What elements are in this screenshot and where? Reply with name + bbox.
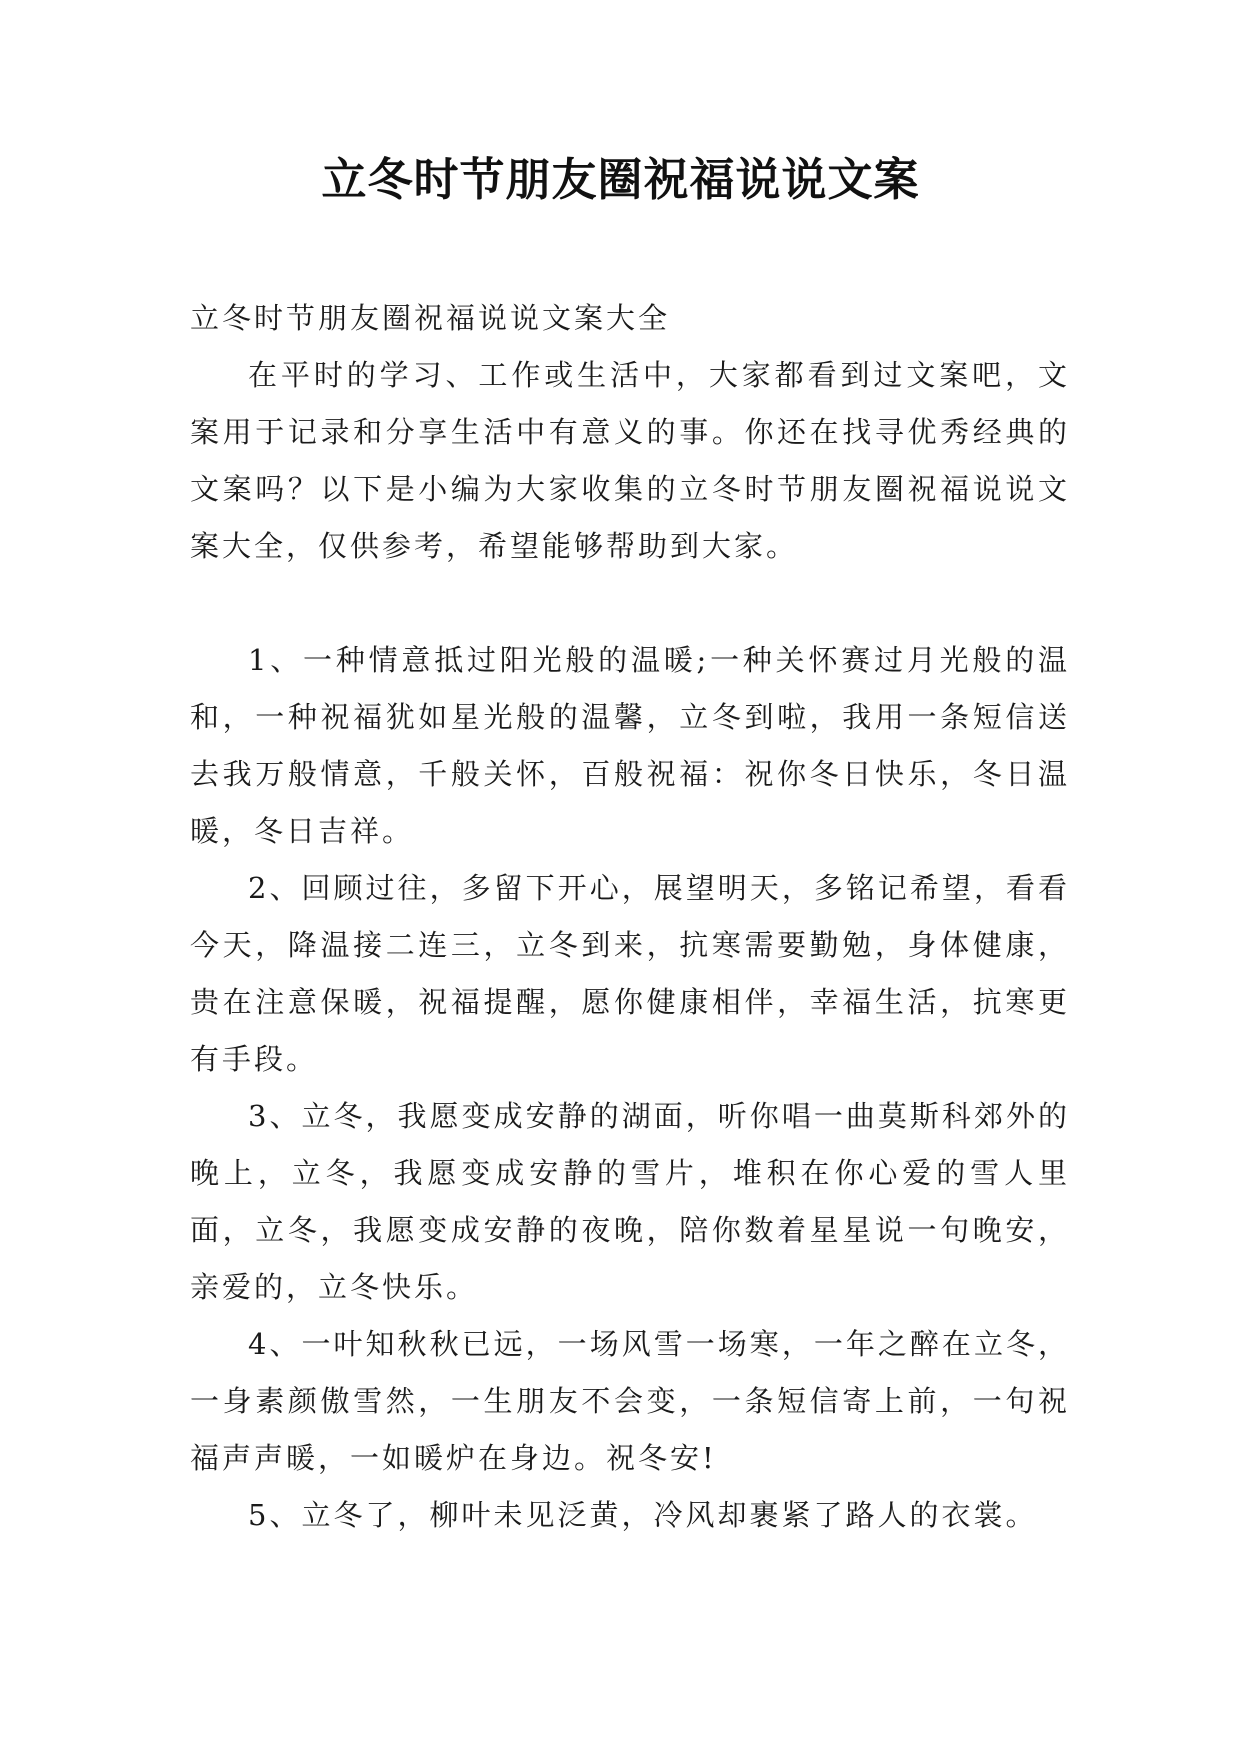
list-item: 3、立冬，我愿变成安静的湖面，听你唱一曲莫斯科郊外的晚上，立冬，我愿变成安静的雪片，堆积在你心爱的雪人里面，立冬，我愿变成安静的夜晚，陪你数着星星说一句晚安，亲爱的，立冬快乐。 [190,1099,1070,1304]
document-subtitle: 立冬时节朋友圈祝福说说文案大全 [190,301,671,335]
document-body [190,290,1070,1544]
list-item: 2、回顾过往，多留下开心，展望明天，多铭记希望，看看今天，降温接二连三，立冬到来，抗寒需要勤勉，身体健康，贵在注意保暖，祝福提醒，愿你健康相伴，幸福生活，抗寒更有手段。 [190,871,1070,1076]
list-item: 4、一叶知秋秋已远，一场风雪一场寒，一年之醉在立冬，一身素颜傲雪然，一生朋友不会变，一条短信寄上前，一句祝福声声暖，一如暖炉在身边。祝冬安! [190,1327,1070,1475]
list-item: 1、一种情意抵过阳光般的温暖;一种关怀赛过月光般的温和，一种祝福犹如星光般的温馨，立冬到啦，我用一条短信送去我万般情意，千般关怀，百般祝福：祝你冬日快乐，冬日温暖，冬日吉祥。 [190,643,1070,848]
intro-paragraph: 在平时的学习、工作或生活中，大家都看到过文案吧，文案用于记录和分享生活中有意义的事。你还在找寻优秀经典的文案吗？以下是小编为大家收集的立冬时节朋友圈祝福说说文案大全，仅供参考，希望能够帮助到大家。 [190,358,1070,563]
list-item: 5、立冬了，柳叶未见泛黄，冷风却裹紧了路人的衣裳。 [248,1498,1038,1532]
document-title: 立冬时节朋友圈祝福说说文案 [321,153,920,206]
